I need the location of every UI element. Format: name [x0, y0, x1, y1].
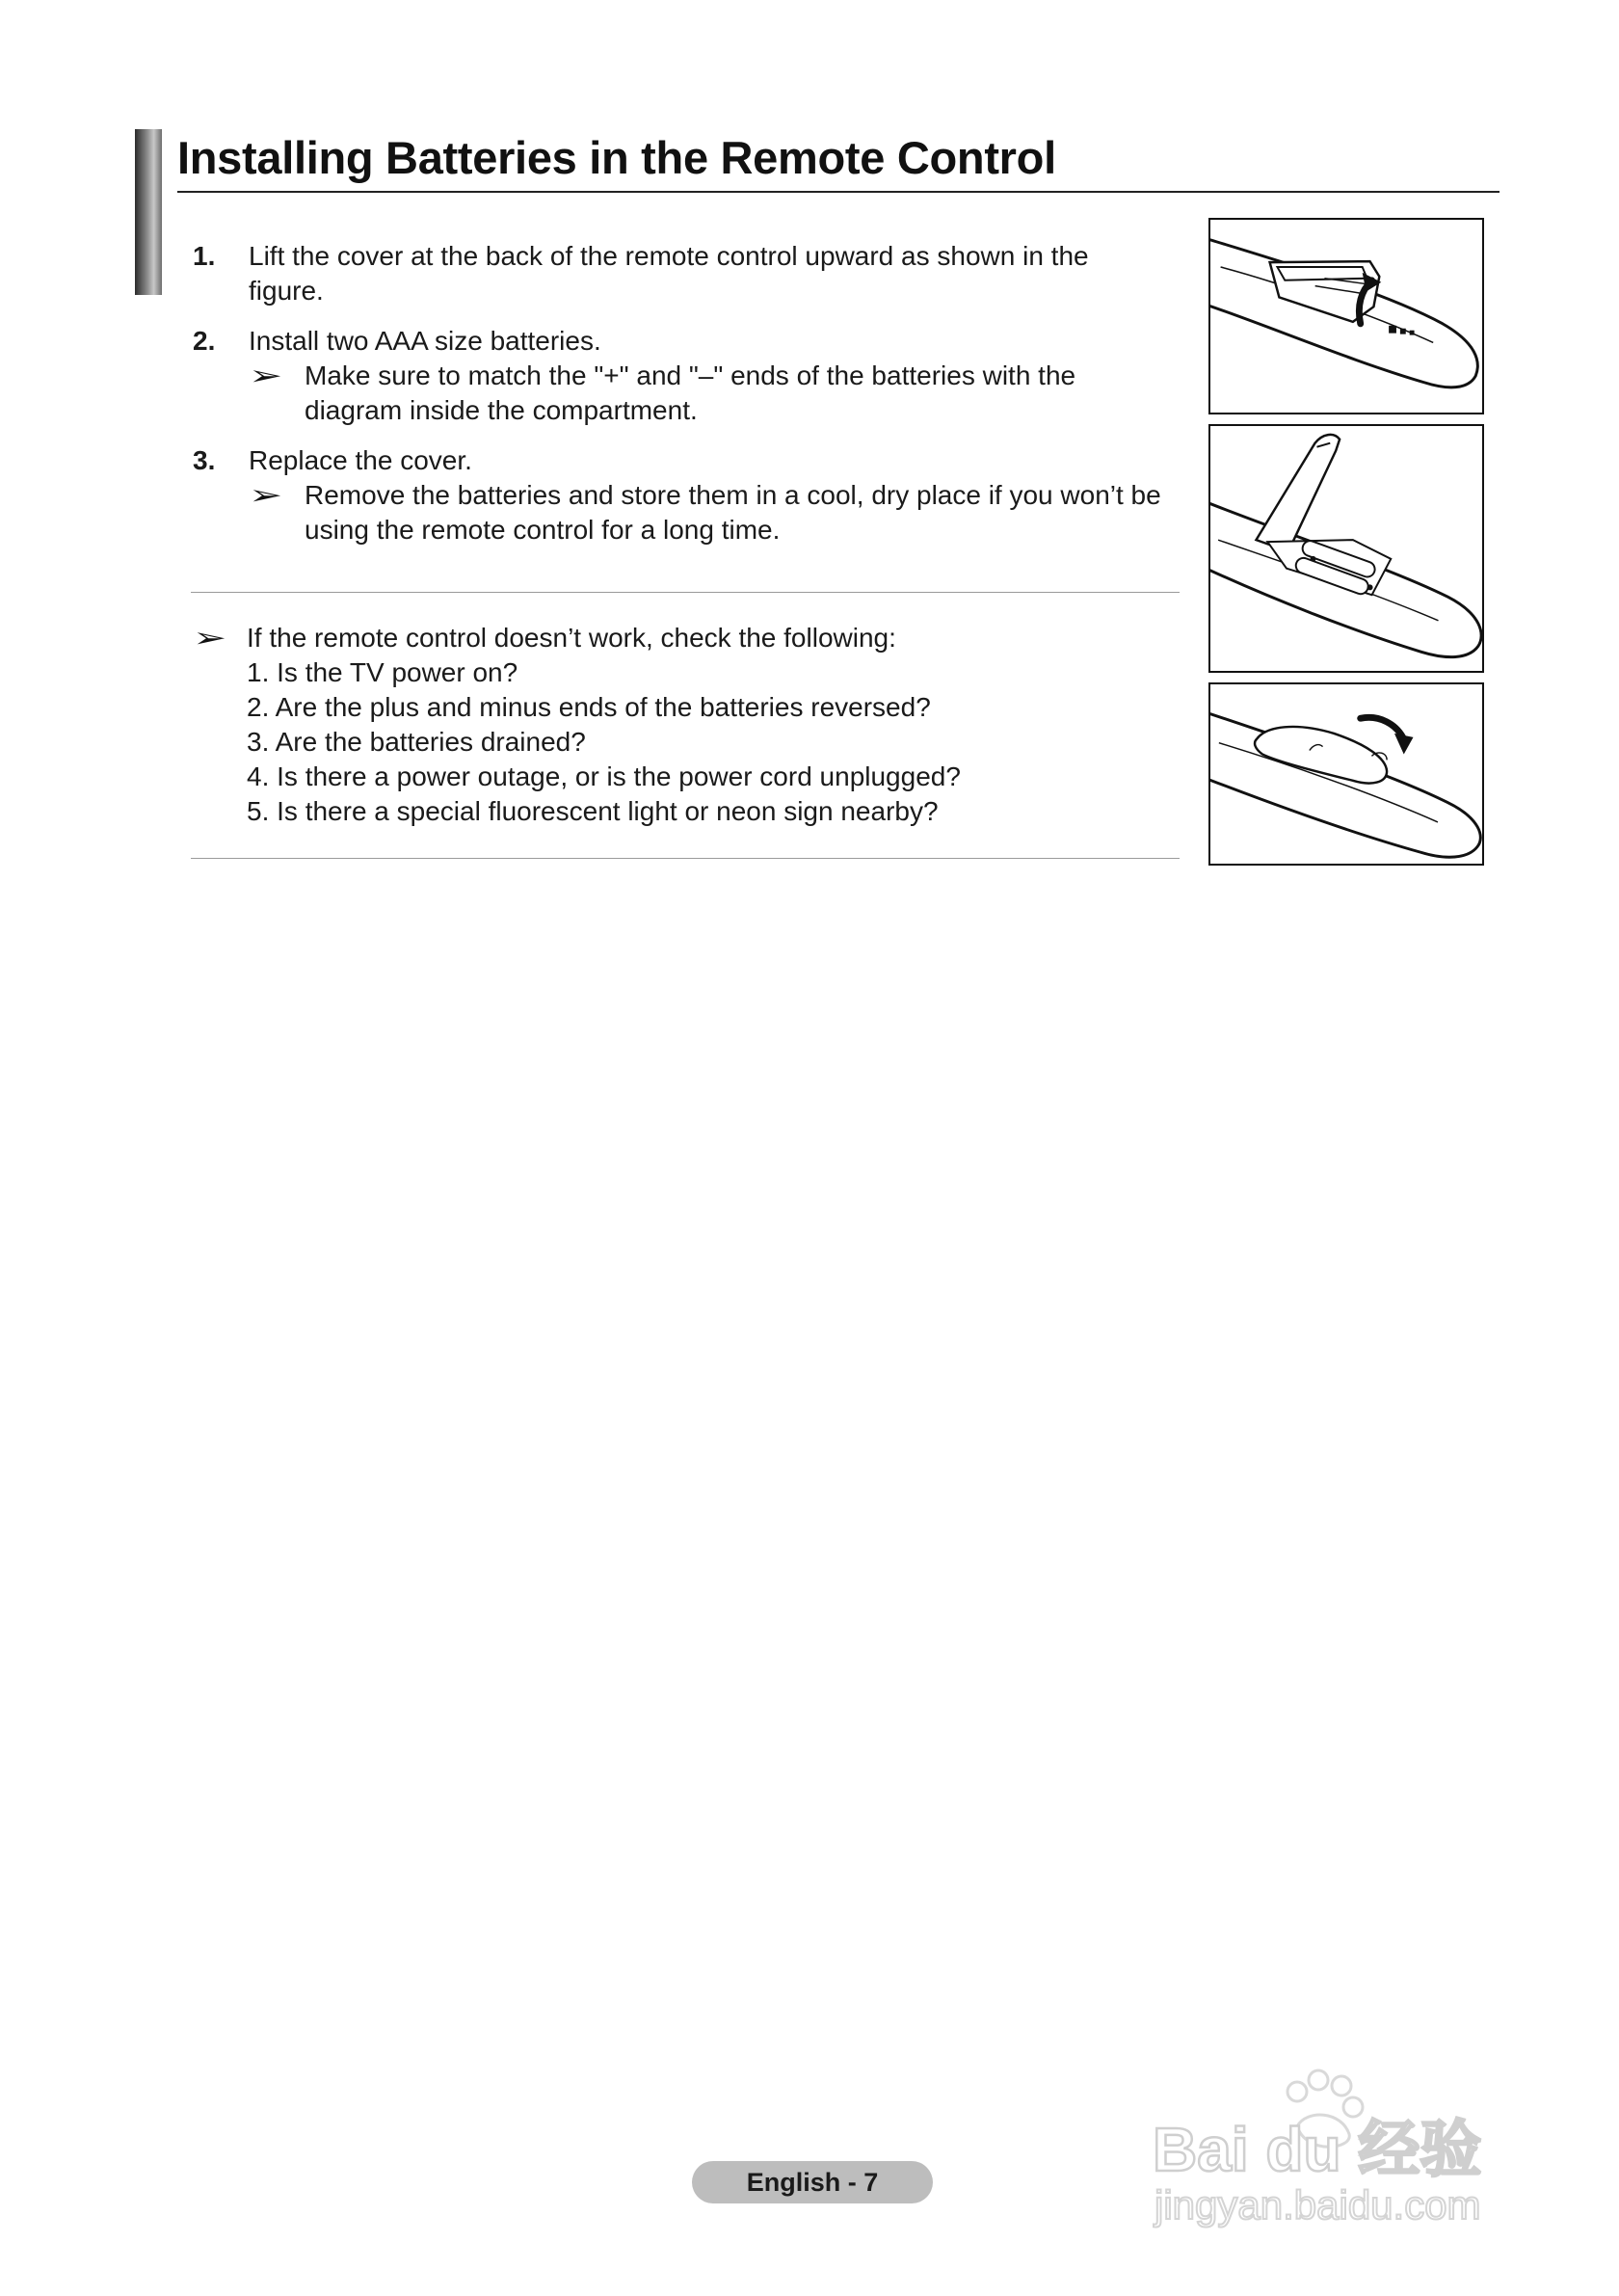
figure-lift-cover	[1208, 218, 1484, 414]
troubleshoot-box	[193, 621, 1166, 829]
step-note-text: Remove the batteries and store them in a cool, dry place if you won’t be using the remote control for a long time.	[305, 480, 1161, 545]
figure-replace-cover	[1208, 682, 1484, 866]
remote-lift-cover-illustration	[1210, 220, 1482, 413]
remote-replace-cover-illustration	[1210, 684, 1482, 864]
divider	[191, 858, 1180, 859]
step-item	[193, 239, 1166, 308]
step-note	[249, 478, 1166, 547]
step-note-text: Make sure to match the "+" and "–" ends of the batteries with the diagram inside the compartment.	[305, 360, 1076, 425]
list-item: 3. Are the batteries drained?	[247, 727, 586, 757]
divider	[191, 592, 1180, 593]
note-arrow-icon: ➢	[249, 480, 283, 510]
note-arrow-icon: ➢	[193, 623, 227, 653]
watermark-url-text: jingyan.baidu.com	[1155, 2182, 1481, 2228]
step-item	[193, 443, 1166, 547]
step-text: Lift the cover at the back of the remote control upward as shown in the figure.	[249, 241, 1089, 306]
page-number-pill: English - 7	[692, 2161, 933, 2203]
watermark-brand-text: Bai du 经验	[1153, 2115, 1482, 2184]
page-title: Installing Batteries in the Remote Control	[177, 132, 1056, 183]
step-number: 1.	[193, 241, 216, 271]
list-item: 2. Are the plus and minus ends of the batteries reversed?	[247, 692, 931, 722]
step-item	[193, 324, 1166, 428]
remote-batteries-illustration	[1210, 426, 1482, 671]
title-underline	[177, 191, 1500, 193]
section-marker-bar	[135, 129, 162, 295]
troubleshoot-list	[247, 655, 1166, 829]
step-number: 3.	[193, 445, 216, 475]
figure-install-batteries	[1208, 424, 1484, 673]
list-item: 5. Is there a special fluorescent light or neon sign nearby?	[247, 796, 939, 826]
list-item: 4. Is there a power outage, or is the power cord unplugged?	[247, 761, 961, 791]
step-text: Install two AAA size batteries.	[249, 326, 601, 356]
step-text: Replace the cover.	[249, 445, 472, 475]
step-note	[249, 359, 1166, 428]
troubleshoot-intro: If the remote control doesn’t work, check the following:	[247, 623, 896, 653]
list-item: 1. Is the TV power on?	[247, 657, 518, 687]
step-number: 2.	[193, 326, 216, 356]
baidu-watermark-logo	[1153, 2067, 1538, 2230]
note-arrow-icon: ➢	[249, 360, 283, 390]
steps-list	[193, 239, 1166, 563]
troubleshoot-note	[193, 621, 1166, 829]
